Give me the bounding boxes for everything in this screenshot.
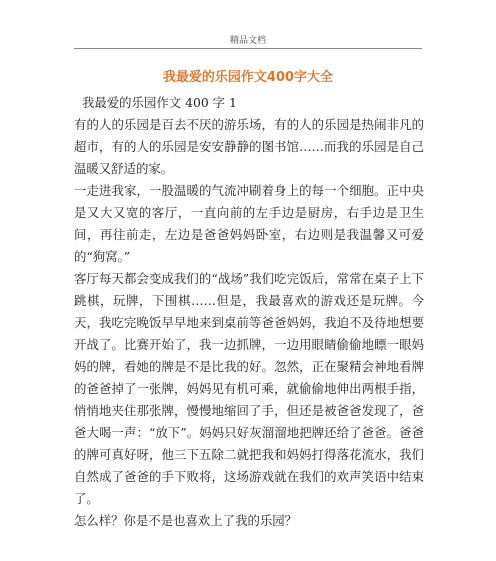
paragraph-4: 怎么样？你是不是也喜欢上了我的乐园？ — [74, 513, 298, 528]
header-divider — [74, 48, 422, 49]
paragraph-2: 一走进我家，一股温暖的气流冲刷着身上的每一个细胞。正中央是又大又宽的客厅，一直向前的左手边是厨房，右手边是卫生间，再往前走，左边是爸爸妈妈卧室，右边则是我温馨又可爱的“狗窝。” — [74, 183, 424, 264]
page-header: 精品文档 — [229, 36, 266, 46]
document-body — [74, 92, 424, 532]
document-title: 我最爱的乐园作文400字大全 — [162, 70, 334, 85]
paragraph-3: 客厅每天都会变成我们的“战场”我们吃完饭后，常常在桌子上下跳棋，玩牌，下围棋……但是，我最喜欢的游戏还是玩牌。今天，我吃完晚饭早早地来到桌前等爸爸妈妈，我迫不及待地想要开战了。比赛开始了，我一边抓牌，一边用眼睛偷偷地瞟一眼妈妈的牌，看她的牌是不是比我的好。忽然，正在聚精会神地看牌的爸爸掉了一张牌，妈妈见有机可乘，就偷偷地伸出两根手指，悄悄地夹住那张牌，慢慢地缩回了手，但还是被爸爸发现了，爸爸大喝一声：“放下”。妈妈只好灰溜溜地把牌还给了爸爸。爸爸的牌可真好呀，他三下五除二就把我和妈妈打得落花流水，我们自然成了爸爸的手下败将，这场游戏就在我们的欢声笑语中结束了。 — [74, 271, 424, 506]
document-subtitle: 我最爱的乐园作文 400 字 1 — [82, 95, 237, 110]
paragraph-1: 有的人的乐园是百去不厌的游乐场，有的人的乐园是热闹非凡的超市，有的人的乐园是安安静静的图书馆……而我的乐园是自己温暖又舒适的家。 — [74, 117, 424, 176]
